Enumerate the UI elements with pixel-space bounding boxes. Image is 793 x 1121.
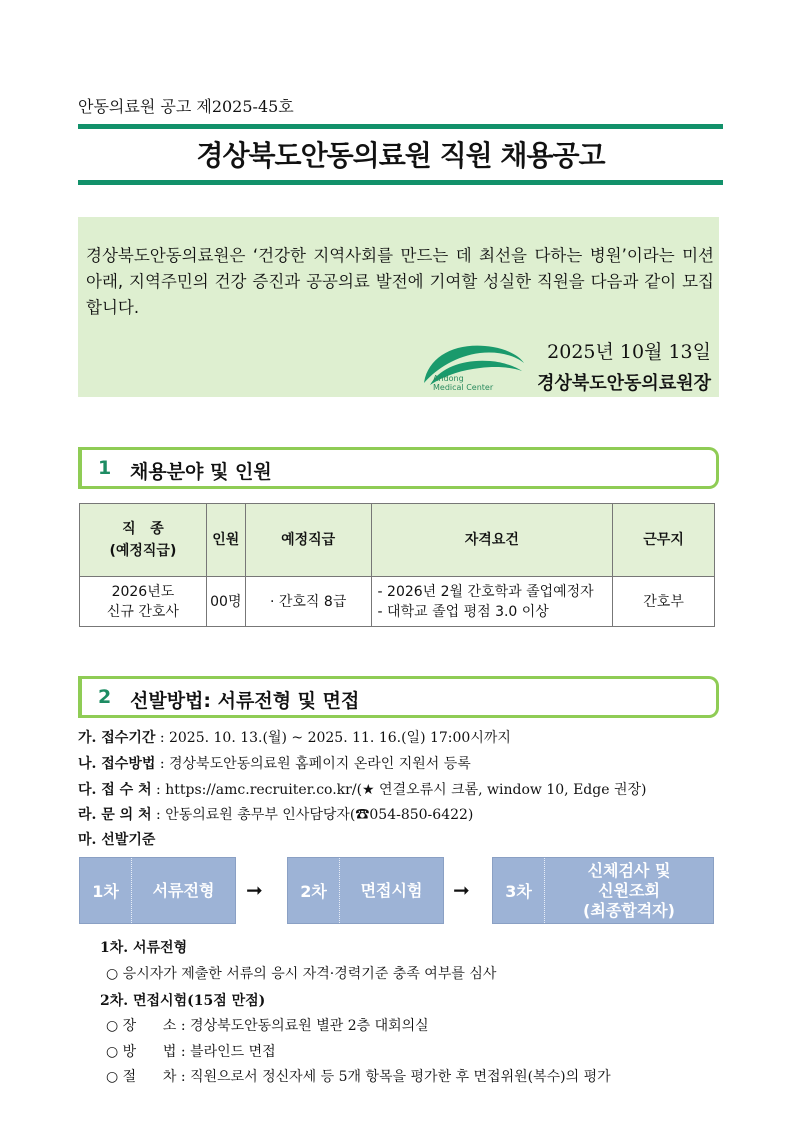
header-count: 인원 [206,504,245,577]
stage2-title: 2차. 면접시험(15점 만점) [100,993,266,1009]
cell-req-line1: - 2026년 2월 간호학과 졸업예정자 [377,583,594,600]
signature: 경상북도안동의료원장 [537,373,711,394]
header-job [80,504,207,577]
header-workplace: 근무지 [613,504,715,577]
cell-count: 00명 [206,577,245,627]
header-job-line1: 직 종 [122,521,164,537]
cell-req-line2: - 대학교 졸업 평점 3.0 이상 [377,603,549,620]
stage2-place-value: : 경상북도안동의료원 별관 2층 대회의실 [176,1018,429,1034]
intro-box [78,217,719,397]
flow-arrow-2: ➞ [453,878,470,902]
section2-number: 2 [98,686,112,708]
cell-job-line2: 신규 간호사 [106,603,179,620]
stage1-title: 1차. 서류전형 [100,940,188,956]
header-requirements: 자격요건 [371,504,613,577]
flow-arrow-1: ➞ [246,878,263,902]
intro-text: 경상북도안동의료원은 ‘건강한 지역사회를 만드는 데 최선을 다하는 병원’이라는 미션 아래, 지역주민의 건강 증진과 공공의료 발전에 기여할 성실한 직원을 다음과 같이 모집합니다. [86,246,714,317]
cell-workplace: 간호부 [613,577,715,627]
section1-number: 1 [98,457,112,479]
flow-step-2-number: 2차 [288,858,340,923]
flow-step-3-line3: (최종합격자) [583,900,675,920]
flow-step-2-name: 면접시험 [360,880,423,900]
stage2-method-label: ○ 방 법 [106,1044,177,1060]
flow-step-2 [287,857,444,924]
logo-text [433,374,523,392]
flow-step-1 [79,857,236,924]
info-url [78,779,646,799]
stage2-procedure-value: : 직원으로서 정신자세 등 5개 항목을 평가한 후 면접위원(복수)의 평가 [176,1069,611,1085]
stage1-bullet: ○ 응시자가 제출한 서류의 응시 자격·경력기준 충족 여부를 심사 [106,966,497,982]
flow-step-3-number: 3차 [493,858,545,923]
cell-grade: · 간호직 8급 [245,577,371,627]
section1-title: 채용분야 및 인원 [130,461,272,483]
logo-line2: Medical Center [433,383,494,392]
flow-step-1-number: 1차 [80,858,132,923]
stage2-place [106,1015,429,1035]
section1-header [78,447,719,489]
notice-number: 안동의료원 공고 제2025-45호 [78,97,294,116]
cell-job-line1: 2026년도 [111,583,175,600]
flow-step-3-line2: 신원조회 [598,880,660,900]
header-job-line2: (예정직급) [109,543,177,559]
info-period [78,727,511,747]
recruitment-table [79,503,715,627]
stage2-procedure-label: ○ 절 차 [106,1069,177,1085]
info-contact-label: 라. 문 의 처 [78,807,152,823]
info-method [78,753,471,773]
cell-job [80,577,207,627]
title-rule-bottom [78,180,723,185]
table-header-row [80,504,715,577]
stage2-procedure [106,1066,611,1086]
info-period-value: : 2025. 10. 13.(월) ~ 2025. 11. 16.(일) 17:00시까지 [155,730,511,746]
info-period-label: 가. 접수기간 [78,730,156,746]
info-method-value: : 경상북도안동의료원 홈페이지 온라인 지원서 등록 [155,756,471,772]
flow-step-1-name: 서류전형 [152,880,215,900]
cell-requirements [371,577,613,627]
stage2-method [106,1041,276,1061]
info-url-label: 다. 접 수 처 [78,782,152,798]
header-grade: 예정직급 [245,504,371,577]
info-criteria [78,829,155,849]
flow-step-3-line1: 신체검사 및 [587,860,671,880]
info-contact-value: : 안동의료원 총무부 인사담당자(☎054-850-6422) [151,807,474,823]
flow-step-3 [492,857,714,924]
stage2-place-label: ○ 장 소 [106,1018,177,1034]
stage2-method-value: : 블라인드 면접 [176,1044,276,1060]
logo-line1: Andong [433,374,464,383]
section2-header [78,676,719,718]
info-criteria-label: 마. 선발기준 [78,832,156,848]
notice-date: 2025년 10월 13일 [547,341,711,363]
table-row [80,577,715,627]
info-url-value[interactable]: : https://amc.recruiter.co.kr/(★ 연결오류시 크롬, window 10, Edge 권장) [151,782,647,798]
section2-title: 선발방법: 서류전형 및 면접 [130,690,360,712]
page-title: 경상북도안동의료원 직원 채용공고 [196,139,605,172]
info-method-label: 나. 접수방법 [78,756,156,772]
title-rule-top [78,124,723,129]
flow-step-3-name [545,858,713,923]
info-contact [78,804,473,824]
